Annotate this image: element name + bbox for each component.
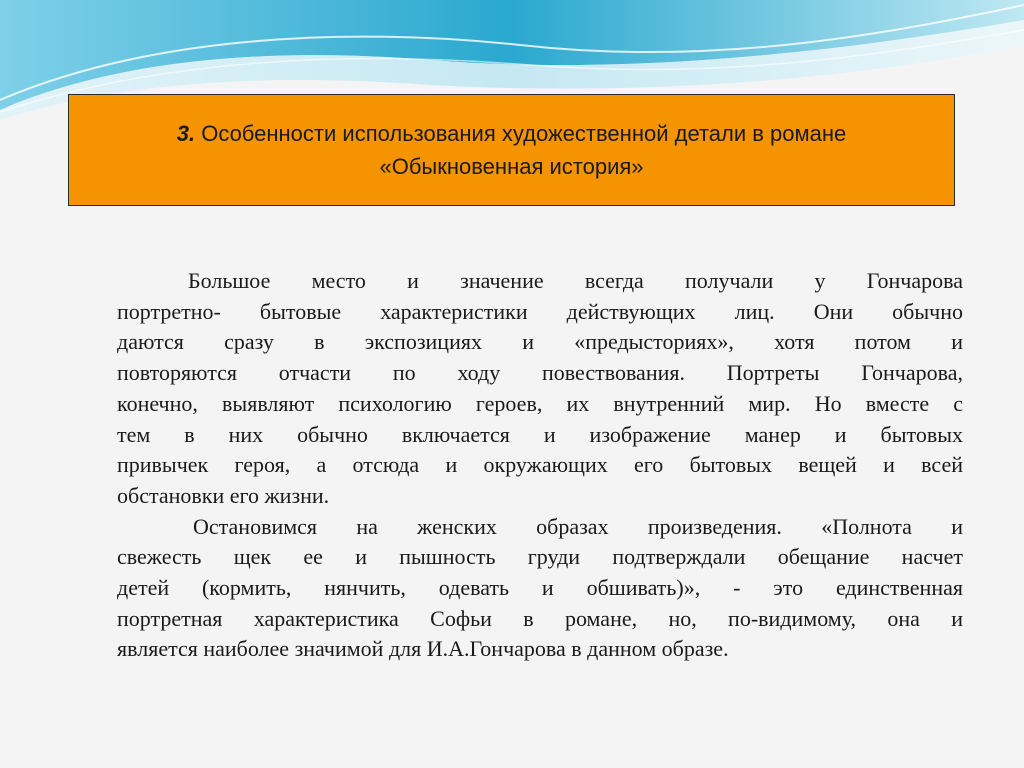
title-text-line-1: Особенности использования художественной детали в романе — [201, 121, 847, 146]
paragraph-line: Остановимся на женских образах произведения. «Полнота и — [193, 513, 963, 539]
paragraph-line: портретная характеристика Софьи в романе, но, по-видимому, она и — [117, 605, 963, 631]
paragraph-line: свежесть щек ее и пышность груди подтверждали обещание насчет — [117, 544, 963, 570]
paragraph-line: портретно- бытовые характеристики действующих лиц. Они обычно — [117, 298, 963, 324]
title-number: 3. — [176, 121, 196, 146]
paragraph-2 — [117, 512, 963, 666]
paragraph-line: тем в них обычно включается и изображение манер и бытовых — [117, 421, 963, 447]
paragraph-line: является наиболее значимой для И.А.Гончарова в данном образе. — [117, 636, 729, 662]
paragraph-1 — [117, 266, 963, 512]
paragraph-line: привычек героя, а отсюда и окружающих его бытовых вещей и всей — [117, 452, 963, 478]
paragraph-line: повторяются отчасти по ходу повествования. Портреты Гончарова, — [117, 360, 963, 386]
paragraph-line: даются сразу в экспозициях и «предысториях», хотя потом и — [117, 329, 963, 355]
slide-title-box — [68, 94, 955, 206]
slide-title-line-2: «Обыкновенная история» — [379, 154, 644, 179]
paragraph-line: конечно, выявляют психологию героев, их внутренний мир. Но вместе с — [117, 390, 963, 416]
slide-title-line-1 — [177, 117, 847, 150]
paragraph-line: обстановки его жизни. — [117, 482, 330, 508]
slide-body — [117, 266, 963, 665]
paragraph-line: детей (кормить, нянчить, одевать и обшивать)», - это единственная — [117, 575, 963, 601]
paragraph-line: Большое место и значение всегда получали у Гончарова — [188, 268, 963, 293]
